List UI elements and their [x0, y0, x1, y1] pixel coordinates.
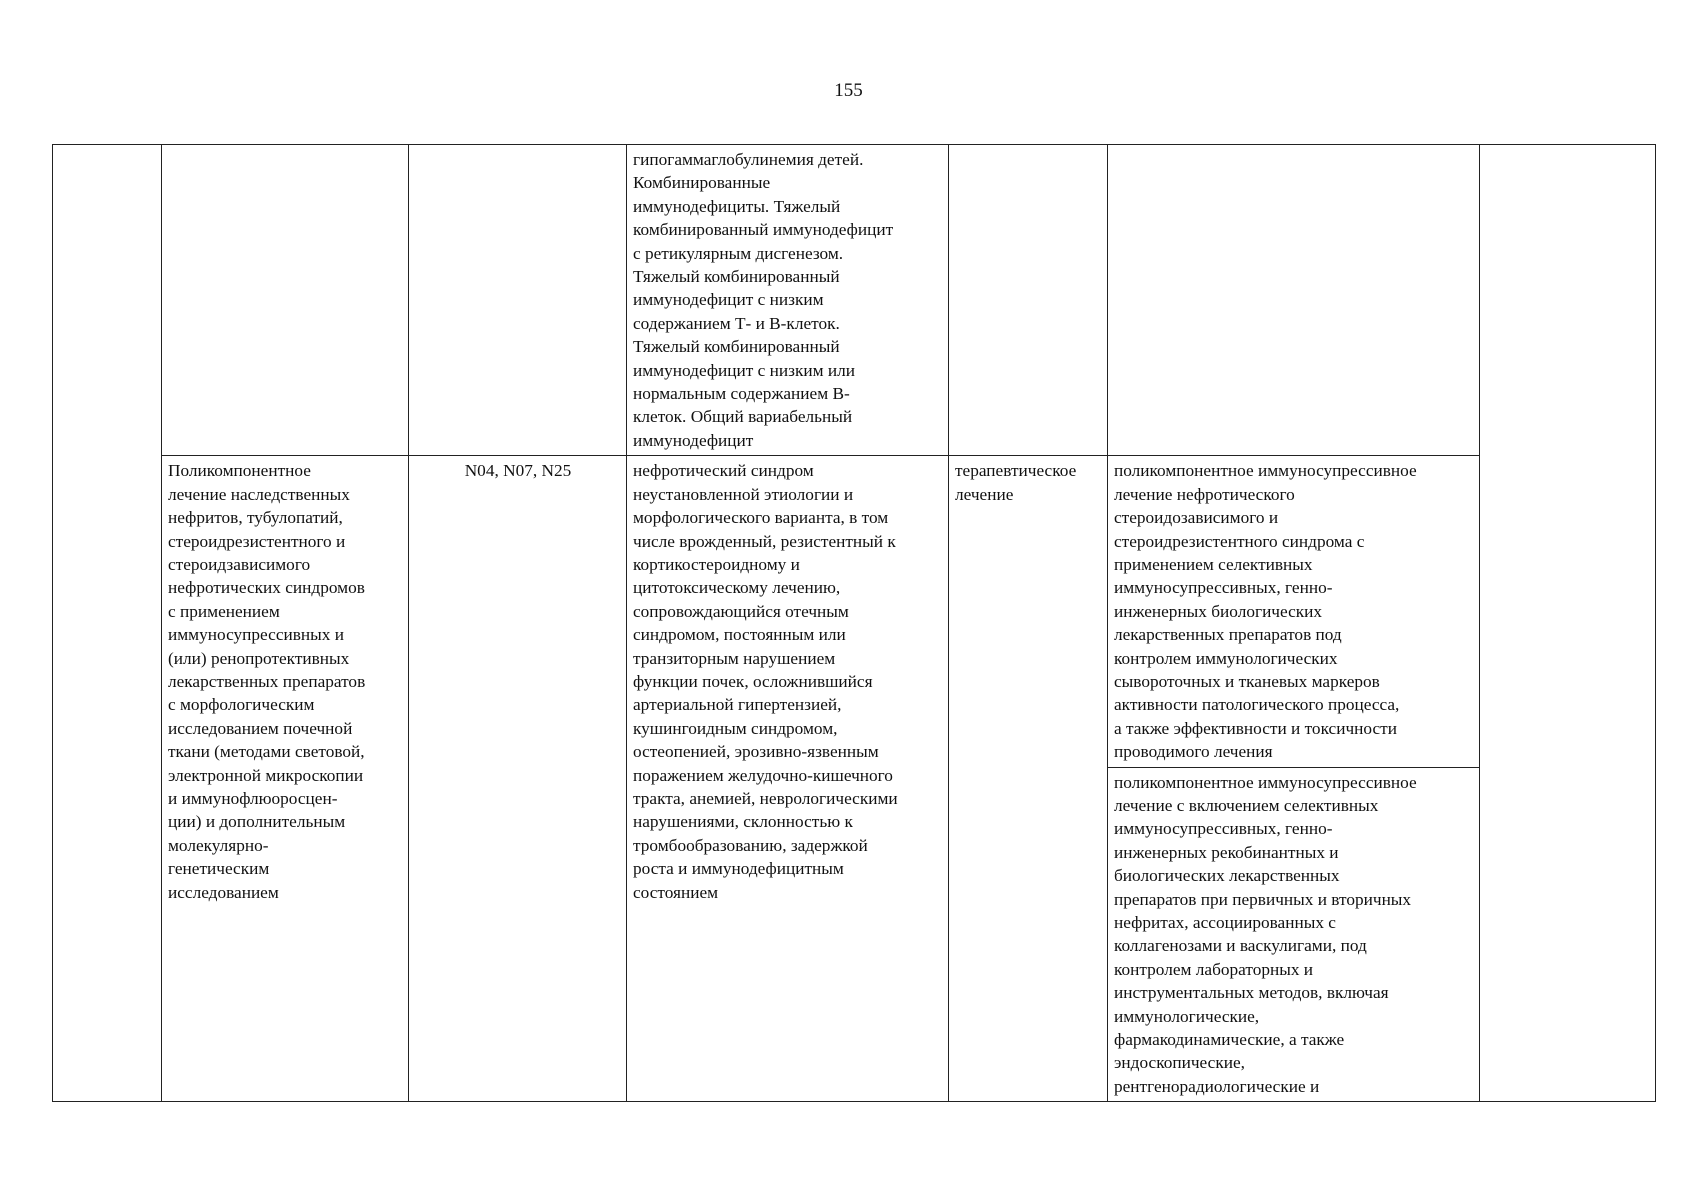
treatment-method-cell-empty	[1108, 145, 1480, 456]
treatment-method-cell-1: поликомпонентное иммуносупрессивное лечение нефротического стероидозависимого и стероидрезистентного синдрома с применением селективных иммуносупрессивных, генно- инженерных биологических лекарственных препаратов под контролем иммунологических сывороточных и тканевых маркеров активности патологического процесса, а также эффективности и токсичности проводимого лечения	[1108, 456, 1480, 767]
table-row-continuation	[53, 145, 1656, 456]
icd-codes-cell-empty	[409, 145, 627, 456]
method-name-cell-empty	[162, 145, 409, 456]
page-number: 155	[834, 80, 863, 101]
treatment-table	[52, 144, 1656, 1102]
treatment-method-cell-2: поликомпонентное иммуносупрессивное лечение с включением селективных иммуносупрессивных, генно- инженерных рекобинантных и биологических лекарственных препаратов при первичных и вторичных нефритах, ассоциированных с коллагенозами и васкулигами, под контролем лабораторных и инструментальных методов, включая иммунологические, фармакодинамические, а также эндоскопические, рентгенорадиологические и	[1108, 767, 1480, 1102]
method-name-cell: Поликомпонентное лечение наследственных нефритов, тубулопатий, стероидрезистентного и стероидзависимого нефротических синдромов с применением иммуносупрессивных и (или) ренопротективных лекарственных препаратов с морфологическим исследованием почечной ткани (методами световой, электронной микроскопии и иммунофлюоросцен- ции) и дополнительным молекулярно- генетическим исследованием	[162, 456, 409, 1102]
treatment-type-cell-empty	[949, 145, 1108, 456]
diagnosis-cell-continued: гипогаммаглобулинемия детей. Комбинированные иммунодефициты. Тяжелый комбинированный иммунодефицит с ретикулярным дисгенезом. Тяжелый комбинированный иммунодефицит с низким содержанием Т- и В-клеток. Тяжелый комбинированный иммунодефицит с низким или нормальным содержанием В- клеток. Общий вариабельный иммунодефицит	[627, 145, 949, 456]
cost-cell	[1480, 145, 1656, 1102]
diagnosis-cell: нефротический синдром неустановленной этиологии и морфологического варианта, в том числе врожденный, резистентный к кортикостероидному и цитотоксическому лечению, сопровождающийся отечным синдромом, постоянным или транзиторным нарушением функции почек, осложнившийся артериальной гипертензией, кушингоидным синдромом, остеопенией, эрозивно-язвенным поражением желудочно-кишечного тракта, анемией, неврологическими нарушениями, склонностью к тромбообразованию, задержкой роста и иммунодефицитным состоянием	[627, 456, 949, 1102]
treatment-type-cell: терапевтическое лечение	[949, 456, 1108, 1102]
icd-codes-cell: N04, N07, N25	[409, 456, 627, 1102]
table-row-entry	[53, 456, 1656, 767]
row-number-cell	[53, 145, 162, 1102]
